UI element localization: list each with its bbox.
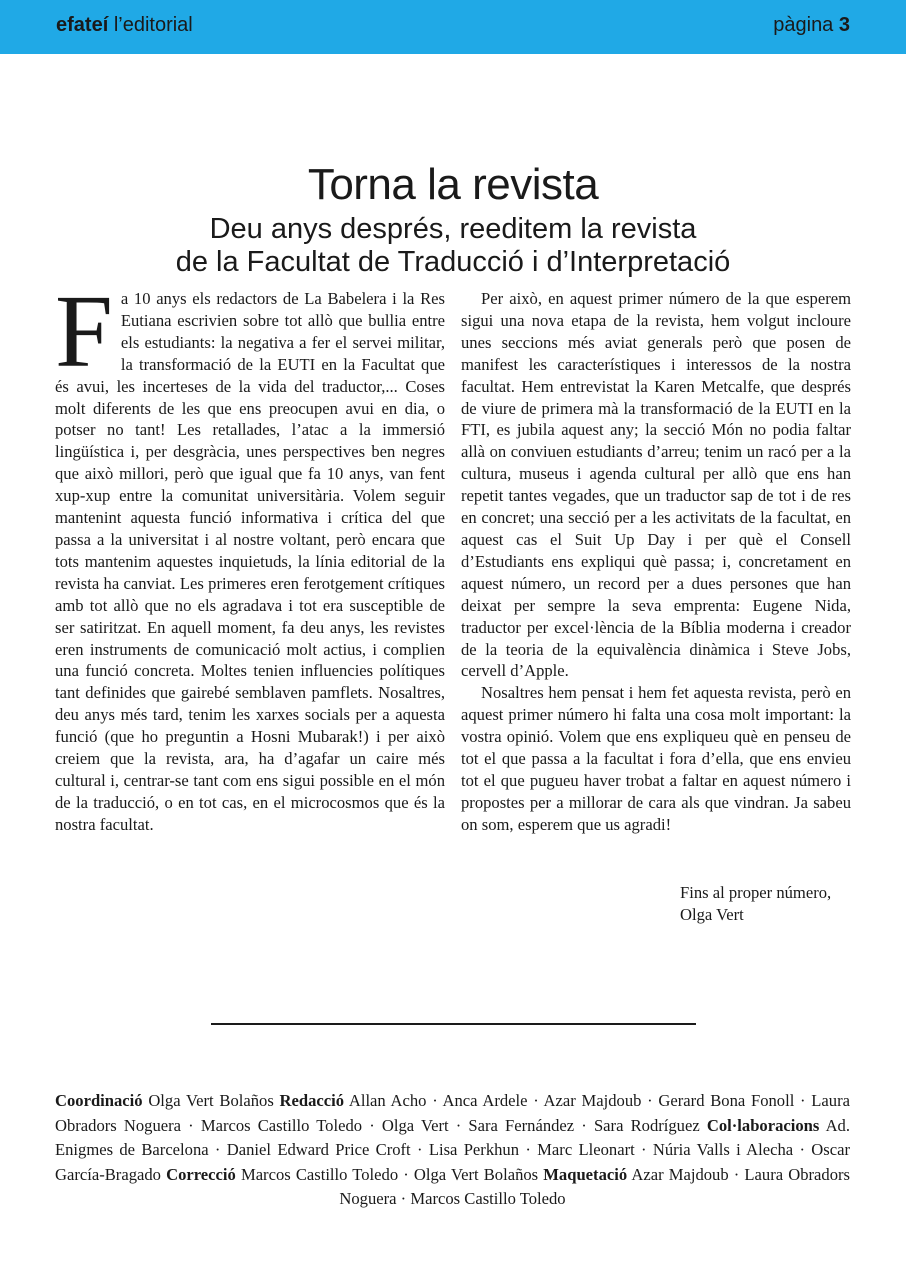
credit-label-maquetacio: Maquetació — [543, 1164, 628, 1184]
credit-redaccio: Allan Acho · Anca Ardele · Azar Majdoub · Gerard Bona Fonoll · Laura Obradors Noguera · Marcos Castillo Toledo · Olga Vert · Sara Fernández · Sara Rodríguez — [55, 1091, 850, 1135]
article-title: Torna la revista — [307, 160, 599, 209]
credit-label-coordinacio: Coordinació — [55, 1091, 143, 1110]
credit-label-redaccio: Redacció — [279, 1091, 345, 1110]
page-number: 3 — [838, 14, 850, 36]
editorial-signoff — [680, 882, 831, 926]
credit-col: Ad. Enigmes de Barcelona · Daniel Edward Price Croft · Lisa Perkhun · Marc Lleonart · Núria Valls i Alecha · Oscar García-Bragado — [55, 1115, 851, 1184]
body-paragraph: Per això, en aquest primer número de la que esperem sigui una nova etapa de la revista, hem volgut incloure unes seccions més aviat generals però que posen de manifest les característiques i interessos de la nostra facultat. Hem entrevistat la Karen Metcalfe, que després de viure de primera mà la transformació de la EUTI en la FTI, es jubila aquest any; la secció Món no podia faltar allà on conviuen estudiants d’arreu; tenim un racó per a la cultura, museus i agenda cultural per allò que ens han repetit tantes vegades, que un traductor sap de tot i de res en concret; una secció per a les activitats de la facultat, en aquest cas el Suit Up Day i per què el Consell d’Estudiants ens expliqui què passa; i, concretament en aquest número, un record per a dues persones que han deixat per sempre la seva emprenta: Eugene Nida, traductor per excel·lència de la Bíblia moderna i creador de la teoria de la equivalència dinàmica i Steve Jobs, cervell d’Apple. — [461, 289, 851, 681]
credit-label-correccio: Correcció — [166, 1164, 236, 1184]
credit-coordinacio: Olga Vert Bolaños — [148, 1091, 274, 1110]
signoff-author: Olga Vert — [680, 905, 744, 924]
credit-correccio: Marcos Castillo Toledo · Olga Vert Bolaños — [240, 1164, 539, 1184]
magazine-section-label — [56, 14, 193, 37]
header-bar — [0, 0, 906, 54]
magazine-brand: efateí — [56, 14, 109, 36]
subtitle-line-1: Deu anys després, reeditem la revista — [209, 213, 697, 245]
article-subtitle — [0, 213, 906, 279]
credits-block — [55, 1089, 850, 1212]
credit-maquetacio: Azar Majdoub · Laura Obradors Noguera · Marcos Castillo Toledo — [339, 1164, 850, 1208]
right-column — [461, 288, 851, 836]
signoff-greeting: Fins al proper número, — [680, 883, 832, 902]
drop-cap: F — [55, 274, 113, 389]
page-label: pàgina — [773, 14, 834, 36]
body-paragraph: Nosaltres hem pensat i hem fet aquesta revista, però en aquest primer número hi falta una cosa molt important: la vostra opinió. Volem que ens expliqueu què en penseu de tot el que passa a la facultat i fora d’ella, que ens envieu tot el que pugueu haver trobat a faltar en aquest número i propostes per a millorar de cara als que vindran. Ja sabeu on som, esperem que us agradi! — [461, 683, 851, 834]
left-column — [55, 274, 445, 836]
section-name: l’editorial — [113, 14, 193, 36]
divider-rule — [211, 1023, 696, 1025]
subtitle-line-2: de la Facultat de Traducció i d’Interpretació — [175, 246, 731, 278]
page-indicator — [773, 14, 850, 37]
credit-label-col: Col·laboracions — [706, 1115, 820, 1135]
body-paragraph: a 10 anys els redactors de La Babelera i la Res Eutiana escrivien sobre tot allò que bullia entre els estudiants: la negativa a fer el servei militar, la transformació de la EUTI en la Facultat que és avui, les incerteses de la vida del traductor,... Coses molt diferents de les que ens preocupen avui en dia, o potser no tant! Les retallades, l’atac a la immersió lingüística i, per desgràcia, unes perspectives ben negres que això millori, però que igual que fa 10 anys, van fent xup-xup entre la comunitat universitària. Volem seguir mantenint aquesta funció informativa i crítica del que passa a la universitat i al nostre voltant, però encara que tots mantenim aquestes inquietuds, la línia editorial de la revista ha canviat. Les primeres eren ferotgement crítiques amb tot allò que no els agradava i tot era susceptible de ser satiritzat. En aquell moment, fa deu anys, les revistes eren instruments de comunicació molt actius, i complien una funció concreta. Moltes tenien influencies polítiques tant definides que gairebé semblaven pamflets. Nosaltres, deu anys més tard, tenim les xarxes socials per a aquesta funció (que ho preguntin a Hosni Mubarak!) i per això creiem que la revista, ara, ha d’agafar un caire més cultural i, centrar-se tant com ens sigui possible en el món de la traducció, o en tot cas, en el microcosmos que és la nostra facultat. — [55, 289, 445, 834]
